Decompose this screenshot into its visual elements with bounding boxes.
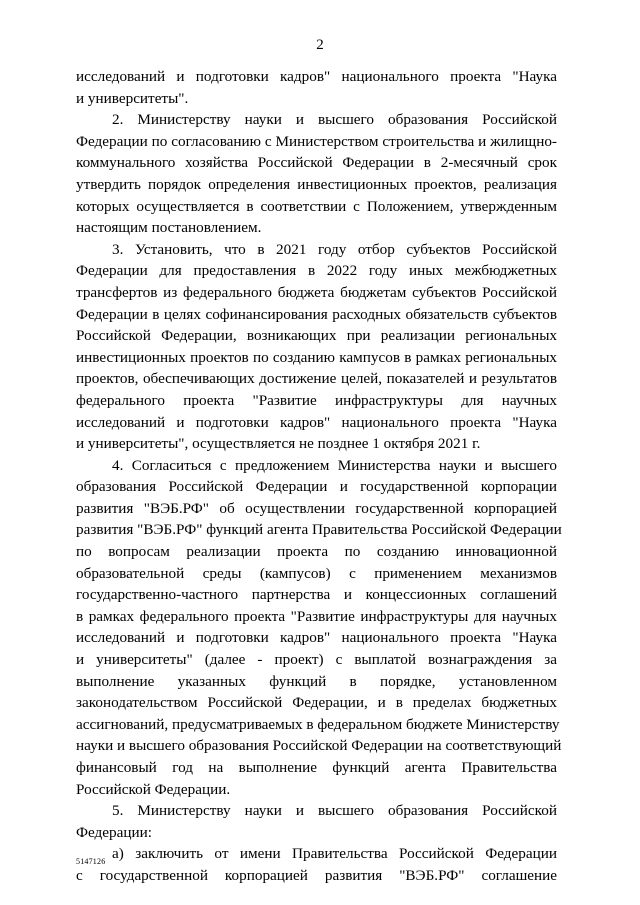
text-line: в рамках федерального проекта "Развитие инфраструктуры для научных (76, 607, 557, 625)
text-line: 2. Министерству науки и высшего образования Российской (112, 111, 557, 129)
text-line: с государственной корпорацией развития "ВЭБ.РФ" соглашение (76, 866, 557, 884)
text-line: утвердить порядок определения инвестиционных проектов, реализация (76, 175, 557, 193)
text-line: Российской Федерации, возникающих при реализации региональных (76, 327, 557, 345)
text-line: проектов, обеспечивающих достижение целей, показателей и результатов (76, 370, 557, 388)
text-line: Федерации: (76, 823, 152, 841)
page-number: 2 (316, 37, 324, 53)
text-line: федерального проекта "Развитие инфраструктуры для научных (76, 391, 557, 409)
document-code: 5147126 (76, 857, 106, 866)
text-line: и университеты", осуществляется не позднее 1 октября 2021 г. (76, 435, 481, 453)
text-line: инвестиционных проектов по созданию кампусов в рамках региональных (76, 348, 557, 366)
text-line: ассигнований, предусматриваемых в федеральном бюджете Министерству (76, 715, 560, 733)
text-line: исследований и подготовки кадров" национального проекта "Наука (76, 629, 557, 647)
text-line: и университеты" (далее - проект) с выплатой вознаграждения за (76, 651, 557, 669)
text-line: государственно-частного партнерства и концессионных соглашений (76, 586, 557, 604)
text-line: 3. Установить, что в 2021 году отбор субъектов Российской (112, 240, 557, 258)
text-line: законодательством Российской Федерации, и в пределах бюджетных (76, 694, 557, 712)
text-line: 5. Министерству науки и высшего образования Российской (112, 802, 557, 820)
text-line: образования Российской Федерации и государственной корпорации (76, 478, 557, 496)
text-line: выполнение указанных функций в порядке, установленном (76, 672, 557, 690)
text-line: Российской Федерации. (76, 780, 231, 798)
document-body (76, 66, 562, 887)
text-line: исследований и подготовки кадров" национального проекта "Наука (76, 68, 557, 85)
text-line: развития "ВЭБ.РФ" об осуществлении государственной корпорацией (76, 499, 557, 517)
text-line: коммунального хозяйства Российской Федерации в 2-месячный срок (76, 154, 557, 172)
text-line: Федерации для предоставления в 2022 году иных межбюджетных (76, 262, 557, 280)
text-line: настоящим постановлением. (76, 219, 262, 237)
text-line: Федерации по согласованию с Министерством строительства и жилищно- (76, 132, 557, 150)
text-line: развития "ВЭБ.РФ" функций агента Правительства Российской Федерации (76, 521, 562, 539)
text-line: образовательной среды (кампусов) с применением механизмов (76, 564, 557, 582)
text-line: исследований и подготовки кадров" национального проекта "Наука (76, 413, 557, 431)
text-line: финансовый год на выполнение функций агента Правительства (76, 759, 557, 776)
text-line: науки и высшего образования Российской Федерации на соответствующий (76, 737, 562, 755)
text-line: по вопросам реализации проекта по созданию инновационной (76, 543, 557, 561)
text-line: 4. Согласиться с предложением Министерства науки и высшего (112, 456, 557, 474)
text-line: и университеты". (76, 89, 189, 107)
text-line: а) заключить от имени Правительства Российской Федерации (112, 845, 557, 863)
text-line: Федерации в целях софинансирования расходных обязательств субъектов (76, 305, 557, 323)
text-line: которых осуществляется в соответствии с Положением, утвержденным (76, 197, 557, 215)
text-line: трансфертов из федерального бюджета бюджетам субъектов Российской (76, 283, 557, 301)
